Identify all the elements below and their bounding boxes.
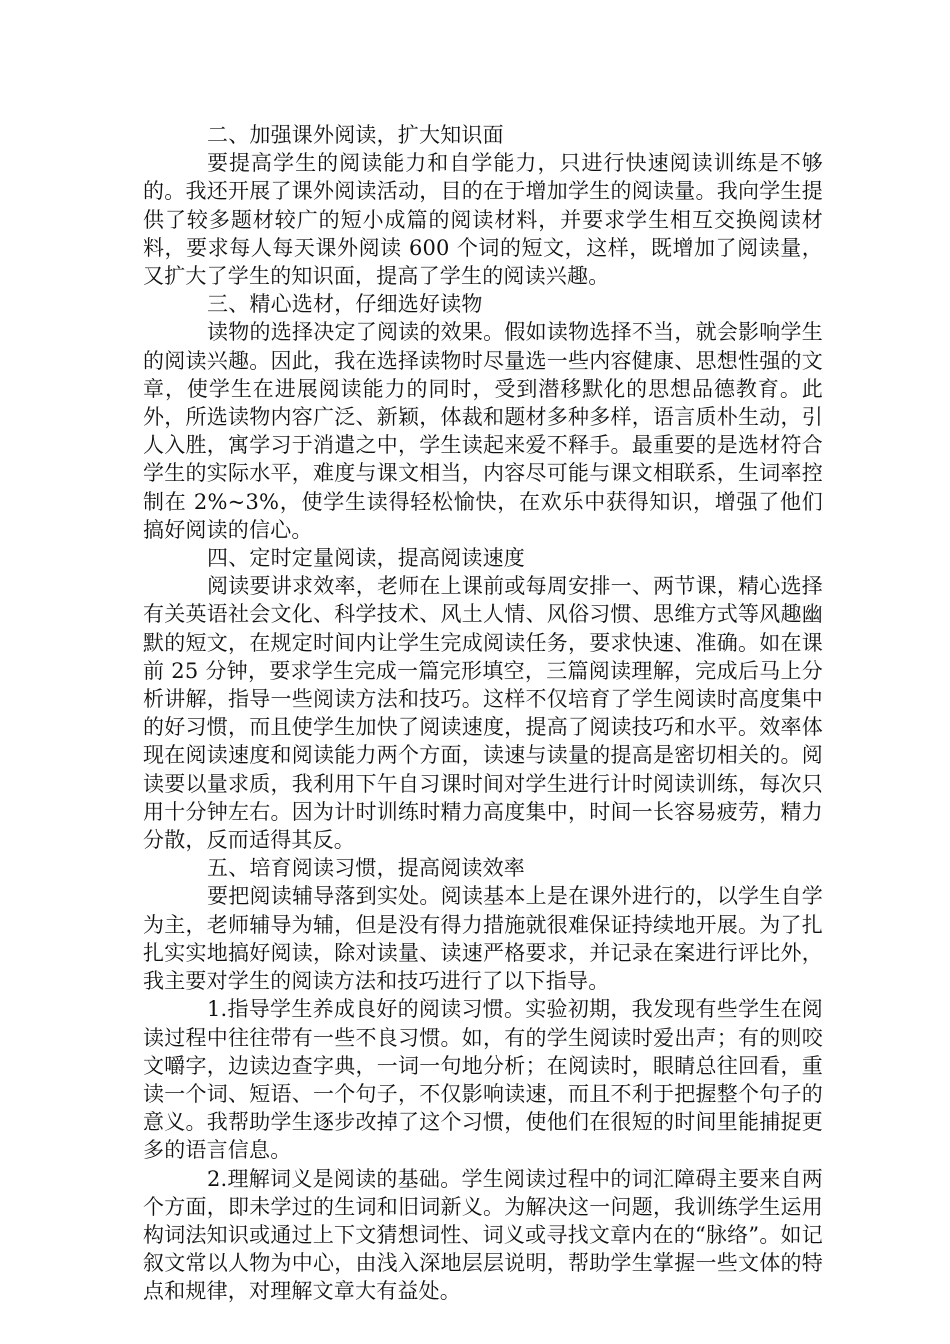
list-item-1: 1.指导学生养成良好的阅读习惯。实验初期，我发现有些学生在阅读过程中往往带有一些不良习惯。如，有的学生阅读时爱出声；有的则咬文嚼字，边读边查字典，一词一句地分析；在阅读时，眼睛总往回看，重读一个词、短语、一个句子，不仅影响读速，而且不利于把握整个句子的意义。我帮助学生逐步改掉了这个习惯，使他们在很短的时间里能捕捉更多的语言信息。 xyxy=(143,997,823,1163)
section-heading-5: 五、培育阅读习惯，提高阅读效率 xyxy=(207,856,525,881)
list-item-2: 2.理解词义是阅读的基础。学生阅读过程中的词汇障碍主要来自两个方面，即未学过的生词和旧词新义。为解决这一问题，我训练学生运用构词法知识或通过上下文猜想词性、词义或寻找文章内在的“脉络”。如记叙文常以人物为中心，由浅入深地层层说明，帮助学生掌握一些文体的特点和规律，对理解文章大有益处。 xyxy=(143,1166,823,1304)
section-paragraph-4: 阅读要讲求效率，老师在上课前或每周安排一、两节课，精心选择有关英语社会文化、科学技术、风土人情、风俗习惯、思维方式等风趣幽默的短文，在规定时间内让学生完成阅读任务，要求快速、准确。如在课前 25 分钟，要求学生完成一篇完形填空，三篇阅读理解，完成后马上分析讲解，指导一些阅读方法和技巧。这样不仅培育了学生阅读时高度集中的好习惯，而且使学生加快了阅读速度，提高了阅读技巧和水平。效率体现在阅读速度和阅读能力两个方面，读速与读量的提高是密切相关的。阅读要以量求质，我利用下午自习课时间对学生进行计时阅读训练，每次只用十分钟左右。因为计时训练时精力高度集中，时间一长容易疲劳，精力分散，反而适得其反。 xyxy=(143,574,823,853)
section-paragraph-3: 读物的选择决定了阅读的效果。假如读物选择不当，就会影响学生的阅读兴趣。因此，我在选择读物时尽量选一些内容健康、思想性强的文章，使学生在进展阅读能力的同时，受到潜移默化的思想品德教育。此外，所选读物内容广泛、新颖，体裁和题材多种多样，语言质朴生动，引人入胜，寓学习于消遣之中，学生读起来爱不释手。最重要的是选材符合学生的实际水平，难度与课文相当，内容尽可能与课文相联系，生词率控制在 2%~3%，使学生读得轻松愉快，在欢乐中获得知识，增强了他们搞好阅读的信心。 xyxy=(143,320,823,542)
section-heading-4: 四、定时定量阅读，提高阅读速度 xyxy=(207,546,525,571)
section-paragraph-2: 要提高学生的阅读能力和自学能力，只进行快速阅读训练是不够的。我还开展了课外阅读活动，目的在于增加学生的阅读量。我向学生提供了较多题材较广的短小成篇的阅读材料，并要求学生相互交换阅读材料，要求每人每天课外阅读 600 个词的短文，这样，既增加了阅读量，又扩大了学生的知识面，提高了学生的阅读兴趣。 xyxy=(143,151,823,289)
document-body xyxy=(143,121,823,1306)
section-heading-3: 三、精心选材，仔细选好读物 xyxy=(207,292,483,317)
section-heading-2: 二、加强课外阅读，扩大知识面 xyxy=(207,123,504,147)
section-paragraph-5: 要把阅读辅导落到实处。阅读基本上是在课外进行的，以学生自学为主，老师辅导为辅，但是没有得力措施就很难保证持续地开展。为了扎扎实实地搞好阅读，除对读量、读速严格要求，并记录在案进行评比外，我主要对学生的阅读方法和技巧进行了以下指导。 xyxy=(143,884,823,994)
